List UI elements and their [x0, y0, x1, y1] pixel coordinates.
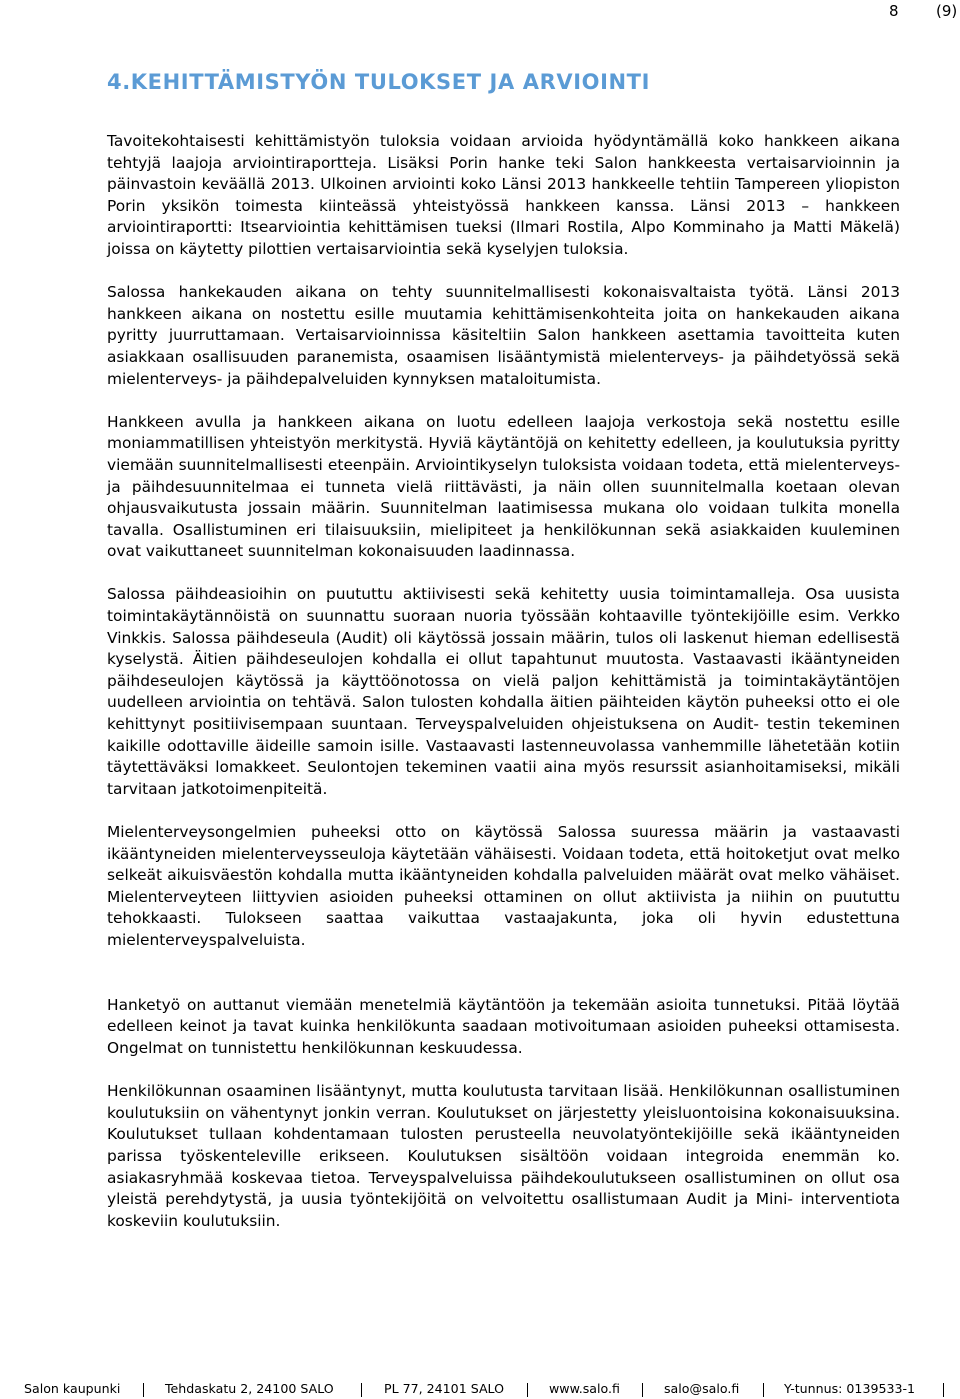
paragraph-evaluation-reports: Tavoitekohtaisesti kehittämistyön tuloksia voidaan arvioida hyödyntämällä koko hankkeen aikana tehtyjä laajoja arviointiraportteja. Lisäksi Porin hanke teki Salon hankkeesta vertaisarvioinnin ja päinvastoin keväällä 2013. Ulkoinen arviointi koko Länsi 2013 hankkeelle tehtiin Tampereen yliopiston Porin yksikön toimesta kiinteässä yhteistyössä hankkeen kanssa. Länsi 2013 – hankkeen arviointiraportti: Itsearviointia kehittämisen tueksi (Ilmari Rostila, Alpo Komminaho ja Matti Mäkelä) joissa on käytetty pilottien vertaisarviointia sekä kyselyjen tuloksia. [107, 132, 900, 258]
paragraph-mental-health: Mielenterveysongelmien puheeksi otto on käytössä Salossa suuressa määrin ja vastaavasti ikääntyneiden mielenterveysseuloja käytetään vähäisesti. Voidaan todeta, että hoitoketjut ovat melko selkeät aikuisväestön kohdalla mutta ikääntyneiden kohdalla palveluiden määrät ovat melko vähäiset. Mielenterveyteen liittyvien asioiden puheeksi ottaminen on ollut aktiivista ja niihin on puututtu tehokkaasti. Tulokseen saattaa vaikuttaa vastaajakunta, joka oli hyvin edustettuna mielenterveyspalveluista. [107, 823, 900, 949]
footer-separator [143, 1383, 144, 1397]
paragraph-substance-issues: Salossa päihdeasioihin on puututtu aktiivisesti sekä kehitetty uusia toimintamalleja. Osa uusista toimintakäytännöistä on suunnattu suoraan nuoria työssään kohtaaville työntekijöille esim. Verkko Vinkkis. Salossa päihdeseula (Audit) oli käytössä jossain määrin, tulos oli laskenut hieman edellisestä kyselystä. Äitien päihdeseulojen kohdalla ei ollut tapahtunut muutosta. Vastaavasti ikääntyneiden päihdeseulojen käytössä ja käyttöönotossa on vielä paljon kehittämistä ja toimintakäytäntöjen uudelleen arviointia on tehtävä. Salon tulosten kohdalla äitien päihteiden käytön puheeksi otto ei ole kehittynyt positiivisempaan suuntaan. Terveyspalveluiden ohjeistuksena on Audit- testin tekeminen kaikille odottaville äideille samoin isille. Vastaavasti lastenneuvolassa vanhemmille lähetetään kotiin täytettäväksi lomakkeet. Seulontojen tekeminen vaatii aina myös resurssit asianhoitamiseksi, mikäli tarvitaan jatkotoimenpiteitä. [107, 585, 900, 798]
footer-postal-box: PL 77, 24101 SALO [384, 1381, 505, 1396]
page-footer [0, 1379, 960, 1399]
footer-separator [527, 1383, 528, 1397]
page-number: 8 [889, 2, 899, 20]
footer-website-link[interactable]: www.salo.fi [549, 1381, 620, 1396]
footer-separator [361, 1383, 362, 1397]
paragraph-networks: Hankkeen avulla ja hankkeen aikana on luotu edelleen laajoja verkostoja sekä nostettu esille moniammatillisen yhteistyön merkitystä. Hyviä käytäntöjä on kehitetty edelleen, ja koulutuksia pyritty viemään suunnitelmallisesti eteenpäin. Arviointikyselyn tuloksista voidaan todeta, että mielenterveys- ja päihdesuunnitelmaa ei tunneta vielä riittävästi, ja näin ollen suunnitelmalla koetaan olevan ohjausvaikutusta jossain määrin. Suunnitelman laatimisessa mukana olo voidaan tulkita monella tavalla. Osallistuminen eri tilaisuuksiin, mielipiteet ja henkilökunnan sekä asiakkaiden kuuleminen ovat vaikuttaneet suunnitelman kokonaisuuden laadinnassa. [107, 412, 900, 561]
footer-organization: Salon kaupunki [24, 1381, 121, 1396]
footer-separator [943, 1383, 944, 1397]
paragraph-project-work: Hanketyö on auttanut viemään menetelmiä käytäntöön ja tekemään asioita tunnetuksi. Pitää löytää edelleen keinot ja tavat kuinka henkilökunta saadaan motivoitumaan asioiden puheeksi ottamisesta. Ongelmat on tunnistettu henkilökunnan keskuudessa. [107, 995, 900, 1057]
footer-business-id: Y-tunnus: 0139533-1 [784, 1381, 916, 1396]
footer-separator [642, 1383, 643, 1397]
footer-email-link[interactable]: salo@salo.fi [664, 1381, 740, 1396]
page-total: (9) [936, 2, 958, 20]
paragraph-staff-competence: Henkilökunnan osaaminen lisääntynyt, mutta koulutusta tarvitaan lisää. Henkilökunnan osallistuminen koulutuksiin on vähentynyt jonkin verran. Koulutukset on järjestetty yleisluontoisina kokonaisuuksina. Koulutukset tullaan kohdentamaan tulosten perusteella neuvolatyöntekijöille sekä ikääntyneiden parissa työskenteleville erikseen. Koulutuksen sisältöön voidaan integroida enemmän ko. asiakasryhmää koskevaa tietoa. Terveyspalveluissa päihdekoulutukseen osallistuminen on ollut osa yleistä perehdytystä, ja uusia työntekijöitä on velvoitettu osallistumaan Audit ja Mini- interventiota koskeviin koulutuksiin. [107, 1082, 900, 1230]
footer-street-address: Tehdaskatu 2, 24100 SALO [165, 1381, 334, 1396]
document-body [107, 131, 900, 1232]
section-heading: 4.KEHITTÄMISTYÖN TULOKSET JA ARVIOINTI [107, 70, 650, 94]
footer-separator [763, 1383, 764, 1397]
paragraph-systematic-work: Salossa hankekauden aikana on tehty suunnitelmallisesti kokonaisvaltaista työtä. Länsi 2013 hankkeen aikana on nostettu esille muutamia kehittämisenkohteita joita on hankekauden aikana pyritty juurruttamaan. Vertaisarvioinnissa käsiteltiin Salon hankkeen asettamia tavoitteita kuten asiakkaan osallisuuden paranemista, osaamisen lisääntymistä mielenterveys- ja päihdetyössä sekä mielenterveys- ja päihdepalveluiden kynnyksen mataloitumista. [107, 283, 900, 388]
